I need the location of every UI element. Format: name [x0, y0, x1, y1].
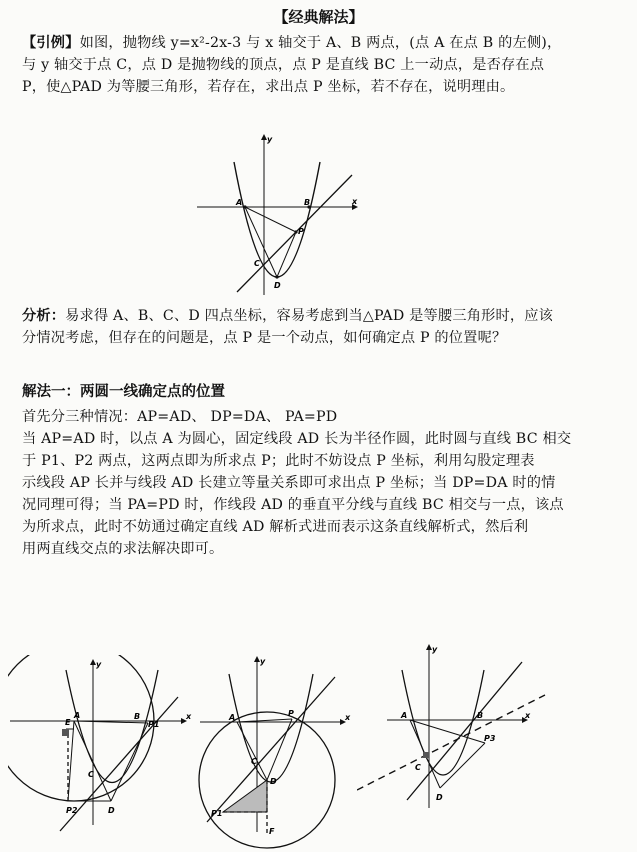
- right-angle-mark: [62, 729, 69, 736]
- label-d: D: [270, 777, 277, 786]
- label-y: y: [267, 135, 273, 144]
- label-x: x: [352, 197, 358, 206]
- label-b: B: [477, 711, 484, 720]
- example-paragraph: [22, 32, 622, 98]
- label-p2: P2: [66, 806, 78, 815]
- example-line-1: 如图，抛物线 y=x²-2x-3 与 x 轴交于 A、B 两点，(点 A 在点 B 的左侧)，: [79, 35, 562, 51]
- right-angle-mark: [423, 752, 429, 758]
- figure-perpendicular-bisector: [357, 640, 547, 815]
- example-tag: 【引例】: [22, 35, 80, 51]
- point-a: [243, 205, 246, 208]
- method1-line-1: 当 AP=AD 时，以点 A 为圆心，固定线段 AD 长为半径作圆，此时圆与直线 BC 相交: [22, 431, 572, 447]
- label-c: C: [415, 763, 421, 772]
- label-p1: P1: [148, 720, 160, 729]
- segment-ad: [245, 207, 277, 277]
- label-e: E: [65, 718, 71, 727]
- analysis-line-2: 分情况考虑，但存在的问题是，点 P 是一个动点，如何确定点 P 的位置呢？: [22, 330, 507, 346]
- label-y: y: [260, 657, 266, 666]
- parabola-figure: [192, 130, 372, 302]
- analysis-tag: 分析：: [22, 308, 66, 324]
- label-x: x: [186, 712, 192, 721]
- method1-line-6: 用两直线交点的求法解决即可。: [22, 541, 224, 557]
- line-bc: [237, 175, 352, 292]
- label-a: A: [229, 713, 236, 722]
- method1-heading: 解法一：两圆一线确定点的位置: [22, 384, 225, 400]
- label-f: F: [269, 827, 275, 836]
- label-b: B: [304, 198, 311, 207]
- line-bc: [407, 662, 522, 800]
- parabola-curve: [234, 162, 320, 277]
- label-a: A: [401, 711, 408, 720]
- label-c: C: [251, 757, 257, 766]
- label-y: y: [432, 645, 438, 654]
- example-line-2: 与 y 轴交于点 C，点 D 是抛物线的顶点，点 P 是直线 BC 上一动点，是否存在点: [22, 57, 545, 73]
- label-b: B: [134, 712, 141, 721]
- point-d: [275, 275, 278, 278]
- label-d: D: [108, 806, 115, 815]
- analysis-line-1: 易求得 A、B、C、D 四点坐标，容易考虑到当△PAD 是等腰三角形时，应该: [65, 308, 554, 324]
- perpendicular-bisector: [357, 695, 545, 790]
- label-p: P: [288, 709, 294, 718]
- circle-centered-a: [8, 655, 154, 801]
- label-a: A: [236, 198, 243, 207]
- label-x: x: [525, 711, 531, 720]
- parabola-curve: [66, 670, 158, 783]
- method1-line-2: 于 P1、P2 两点，这两点即为所求点 P；此时不妨设点 P 坐标，利用勾股定理表: [22, 453, 535, 469]
- figure-circle-a: [8, 655, 193, 852]
- label-p1: P1: [211, 809, 223, 818]
- section-title: 【经典解法】: [273, 8, 364, 26]
- method1-line-0: 首先分三种情况：AP=AD、 DP=DA、 PA=PD: [22, 409, 338, 425]
- example-line-3: P，使△PAD 为等腰三角形，若存在，求出点 P 坐标，若不存在，说明理由。: [22, 79, 515, 95]
- segment-pa: [245, 207, 296, 232]
- figure-circle-d: [195, 652, 355, 852]
- analysis-paragraph: [22, 305, 622, 349]
- parabola-curve: [229, 674, 313, 782]
- label-y: y: [96, 660, 102, 669]
- label-d: D: [436, 793, 443, 802]
- method1-line-3: 示线段 AP 长并与线段 AD 长建立等量关系即可求出点 P 坐标；当 DP=DA 时的情: [22, 475, 556, 491]
- segment-pd: [277, 232, 296, 277]
- line-bc: [207, 677, 335, 822]
- label-p: P: [298, 227, 304, 236]
- label-x: x: [345, 713, 351, 722]
- method1-line-5: 为所求点，此时不妨通过确定直线 AD 解析式进而表示这条直线解析式，然后利: [22, 519, 529, 535]
- label-a: A: [74, 711, 81, 720]
- method1-line-4: 况同理可得；当 PA=PD 时，作线段 AD 的垂直平分线与直线 BC 相交与一点，该点: [22, 497, 564, 513]
- segment-a-p3: [410, 720, 485, 743]
- label-d: D: [274, 281, 281, 290]
- label-c: C: [254, 259, 260, 268]
- label-c: C: [88, 770, 94, 779]
- method1-paragraph: [22, 406, 622, 560]
- label-p3: P3: [484, 734, 496, 743]
